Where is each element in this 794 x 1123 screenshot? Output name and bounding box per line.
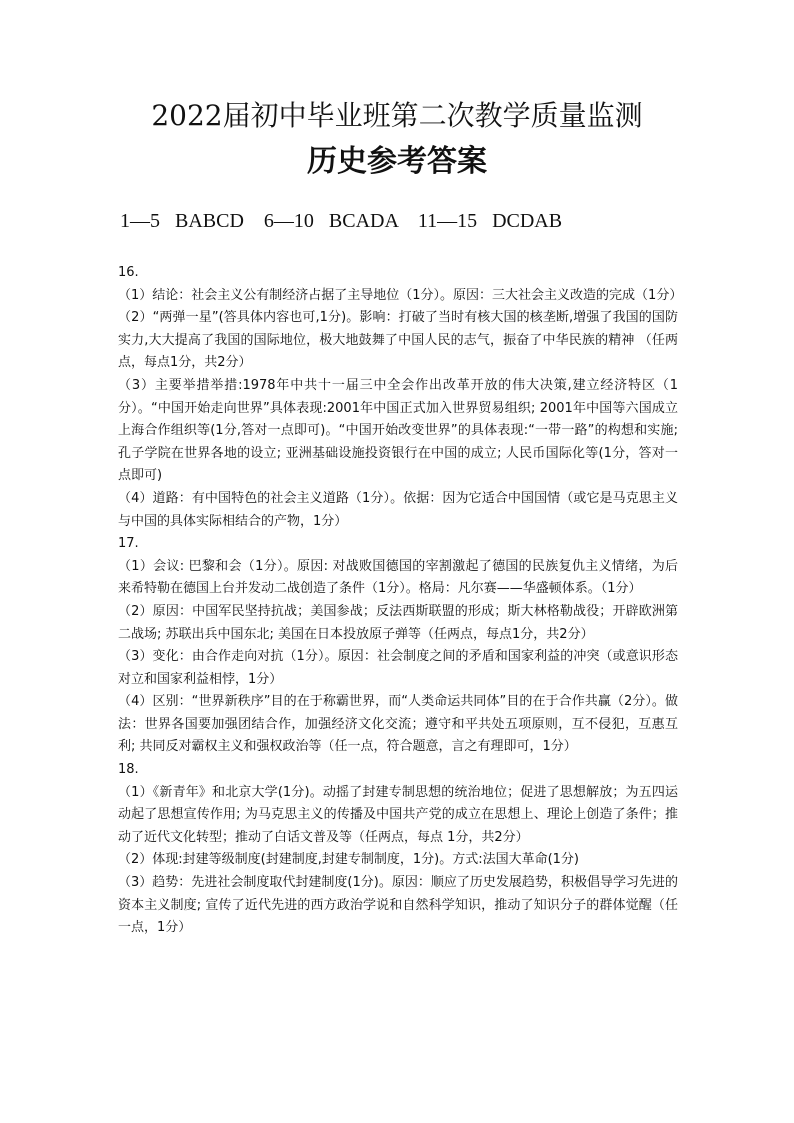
question-number: 16. xyxy=(118,265,139,280)
answer-paragraph: （1）结论：社会主义公有制经济占据了主导地位（1分）。原因：三大社会主义改造的完成（1分） xyxy=(118,287,683,303)
answer-paragraph: （3）趋势：先进社会制度取代封建制度(1分)。原因：顺应了历史发展趋势，积极倡导学习先进的资本主义制度; 宣传了近代先进的西方政治学说和自然科学知识，推动了知识分子的群体觉醒（任一点，1分） xyxy=(118,875,678,936)
question-17 xyxy=(118,533,678,759)
answer-paragraph: （2）体现:封建等级制度(封建制度,封建专制制度，1分)。方式:法国大革命(1分) xyxy=(118,852,579,868)
answer-paragraph: （1）《新青年》和北京大学(1分)。动摇了封建专制思想的统治地位；促进了思想解放；为五四运动起了思想宣传作用; 为马克思主义的传播及中国共产党的成立在思想上、理论上创造了条件；推动了近代文化转型；推动了白话文普及等（任两点，每点 1分，共2分） xyxy=(118,784,678,845)
answer-paragraph: （4）道路：有中国特色的社会主义道路（1分）。依据：因为它适合中国国情（或它是马克思主义与中国的具体实际相结合的产物，1分） xyxy=(118,490,678,529)
answer-paragraph: （3）变化：由合作走向对抗（1分）。原因：社会制度之间的矛盾和国家利益的冲突（或意识形态对立和国家利益相悖，1分） xyxy=(118,649,678,687)
page-subtitle: 历史参考答案 xyxy=(307,144,487,179)
question-18 xyxy=(118,759,678,940)
answer-paragraph: （4）区别：“世界新秩序”目的在于称霸世界，而“人类命运共同体”目的在于合作共赢（2分）。做法：世界各国要加强团结合作，加强经济文化交流；遵守和平共处五项原则，互不侵犯，互惠互利; 共同反对霸权主义和强权政治等（任一点，符合题意，言之有理即可，1分） xyxy=(118,694,678,755)
question-number: 18. xyxy=(118,762,139,778)
answer-body xyxy=(118,262,683,940)
question-16 xyxy=(118,262,683,533)
answer-paragraph: （2）原因：中国军民坚持抗战；美国参战；反法西斯联盟的形成；斯大林格勒战役；开辟欧洲第二战场; 苏联出兵中国东北; 美国在日本投放原子弹等（任两点，每点1分，共2分） xyxy=(118,603,678,642)
answer-paragraph: （3）主要举措举措:1978年中共十一届三中全会作出改革开放的伟大决策,建立经济特区（1分）。“中国开始走向世界”具体表现:2001年中国正式加入世界贸易组织; 2001年中国等六国成立上海合作组织等(1分,答对一点即可)。“中国开始改变世界”的具体表现:“一带一路”的构想和实施; 孔子学院在世界各地的设立; 亚洲基础设施投资银行在中国的成立; 人民币国际化等(1分，答对一点即可) xyxy=(118,377,678,484)
answer-paragraph: （1）会议: 巴黎和会（1分）。原因: 对战败国德国的宰割激起了德国的民族复仇主义情绪，为后来希特勒在德国上台并发动二战创造了条件（1分）。格局：凡尔赛——华盛顿体系。（1分） xyxy=(118,558,678,597)
answer-paragraph: （2）“两弹一星”(答具体内容也可,1分)。影响：打破了当时有核大国的核垄断,增强了我国的国防实力,大大提高了我国的国际地位，极大地鼓舞了中国人民的志气，振奋了中华民族的精神 （任两点，每点1分，共2分） xyxy=(118,310,678,371)
multiple-choice-answers: 1—5 BABCD 6—10 BCADA 11—15 DCDAB xyxy=(120,210,563,232)
question-number: 17. xyxy=(118,536,139,552)
page-title: 2022届初中毕业班第二次教学质量监测 xyxy=(151,99,643,132)
